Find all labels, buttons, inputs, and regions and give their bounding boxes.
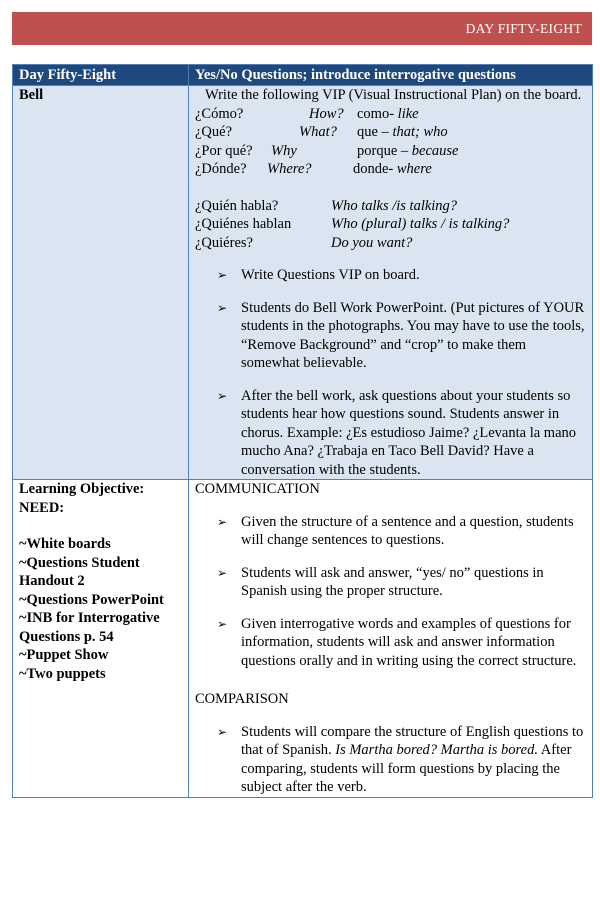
- arrow-bullet-icon: ➢: [217, 300, 228, 315]
- lesson-plan-table: [12, 64, 593, 798]
- vocab-row: ¿Por qué? Why porque – because: [195, 142, 459, 159]
- vip-intro: Write the following VIP (Visual Instructional Plan) on the board.: [205, 87, 582, 103]
- objective-row: [13, 480, 593, 798]
- table-header-row: [13, 65, 593, 86]
- bell-content: [189, 86, 593, 480]
- list-item: ➢ Given the structure of a sentence and a question, students will change sentences to questions.: [217, 513, 574, 548]
- question-word-list: [195, 197, 586, 253]
- question-row: ¿Quién habla? Who talks /is talking?: [195, 197, 458, 214]
- list-item: ➢ Students do Bell Work PowerPoint. (Put pictures of YOUR students in the photographs. You may have to use the tools, “Remove Background” and “crop” to make them somewhat believable.: [217, 299, 585, 371]
- arrow-bullet-icon: ➢: [217, 268, 228, 282]
- communication-heading: COMMUNICATION: [195, 481, 320, 497]
- header-topic: Yes/No Questions; introduce interrogative questions: [189, 65, 593, 86]
- arrow-bullet-icon: ➢: [217, 616, 228, 631]
- list-item: ➢ Given interrogative words and examples of questions for information, students will ask and answer information questions orally and in writing using the correct structure.: [217, 615, 577, 669]
- vocab-row: ¿Cómo? How? como- like: [195, 105, 419, 122]
- list-item: ➢ Write Questions VIP on board.: [217, 267, 420, 283]
- question-row: ¿Quiéres? Do you want?: [195, 234, 413, 251]
- bell-row: [13, 86, 593, 480]
- list-item: ~Questions PowerPoint: [19, 591, 164, 608]
- arrow-bullet-icon: ➢: [217, 514, 228, 529]
- arrow-bullet-icon: ➢: [217, 724, 228, 739]
- banner-title: DAY FIFTY-EIGHT: [465, 20, 582, 36]
- vocab-list: [195, 105, 586, 179]
- arrow-bullet-icon: ➢: [217, 388, 228, 403]
- list-item: ~Questions Student Handout 2: [19, 554, 140, 589]
- list-item: ➢ Students will compare the structure of English questions to that of Spanish. Is Martha bored? Martha is bored. After comparing, students will form questions by placing the subject after the verb.: [217, 723, 584, 795]
- communication-list: [195, 513, 586, 671]
- vocab-row: ¿Qué? What? que – that; who: [195, 124, 448, 140]
- objective-content: [189, 480, 593, 798]
- comparison-heading: COMPARISON: [195, 691, 289, 707]
- bell-steps: [195, 266, 586, 479]
- vocab-row: ¿Dónde? Where? donde- where: [195, 161, 432, 177]
- objective-needs: Learning Objective: NEED: ~White boards ~Questions Student Handout 2 ~Questions PowerPoint ~INB for Interrogative Questions p. 54 ~Puppet Show ~Two puppets: [13, 480, 189, 798]
- bell-label: Bell: [13, 86, 189, 480]
- needs-list: [19, 535, 182, 683]
- day-banner: [12, 12, 592, 45]
- header-day: Day Fifty-Eight: [13, 65, 189, 86]
- list-item: ~INB for Interrogative Questions p. 54: [19, 610, 160, 645]
- comparison-list: [195, 723, 586, 797]
- list-item: ➢ Students will ask and answer, “yes/ no” questions in Spanish using the proper structure.: [217, 564, 544, 599]
- list-item: ~White boards: [19, 536, 111, 552]
- list-item: ~Puppet Show: [19, 647, 109, 663]
- question-row: ¿Quiénes hablan Who (plural) talks / is talking?: [195, 216, 510, 232]
- list-item: ~Two puppets: [19, 665, 106, 682]
- list-item: ➢ After the bell work, ask questions about your students so students hear how questions sound. Students answer in chorus. Example: ¿Es estudioso Jaime? ¿Levanta la mano mucho Ana? ¿Trabaja en Taco Bell David? Have a conversation with the students.: [217, 387, 577, 478]
- arrow-bullet-icon: ➢: [217, 565, 228, 580]
